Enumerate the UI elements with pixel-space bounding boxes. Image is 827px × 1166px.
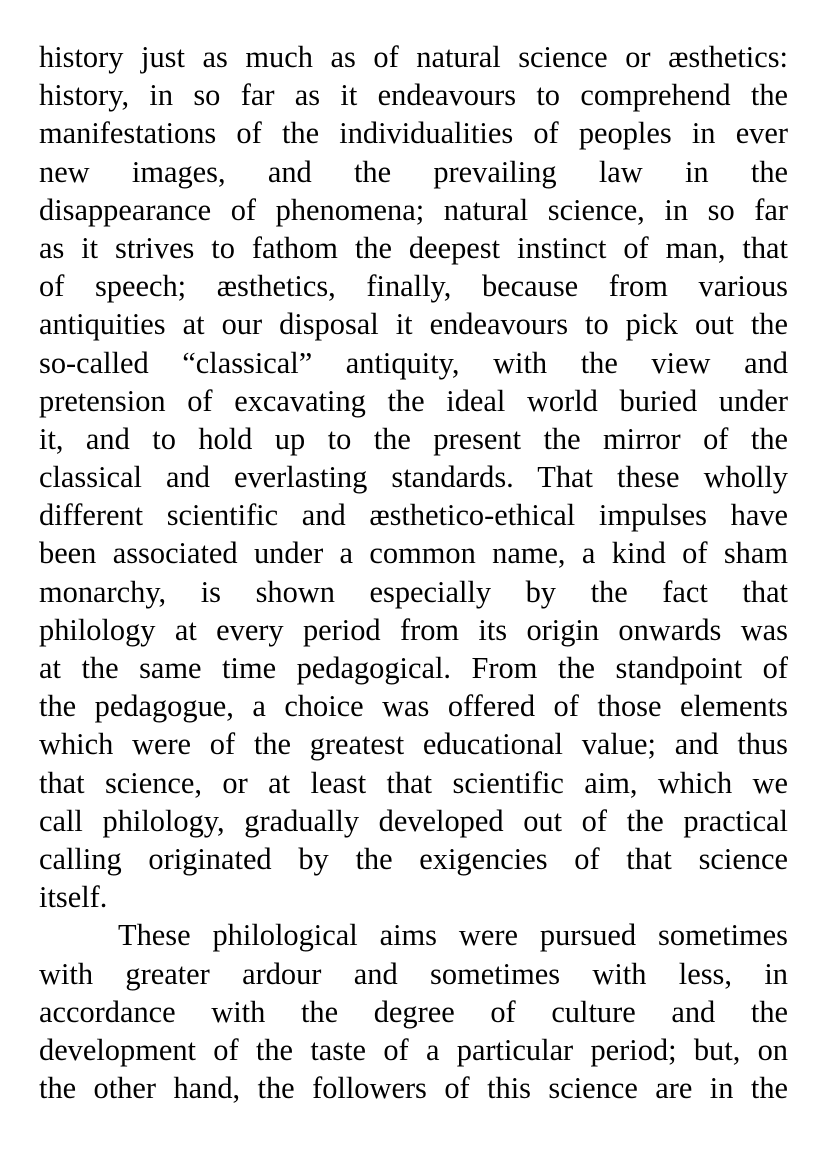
text-line: monarchy, is shown especially by the fact that [39,574,788,609]
text-line: manifestations of the individualities of peoples in ever [39,116,788,151]
text-line: at the same time pedagogical. From the standpoint of [39,651,788,685]
text-line: disappearance of phenomena; natural science, in so far [39,192,788,227]
text-line: with greater ardour and sometimes with less, in [39,956,788,991]
text-line: it, and to hold up to the present the mirror of the [39,421,788,456]
text-line: classical and everlasting standards. That these wholly [39,460,788,495]
text-line: calling originated by the exigencies of that science [39,841,788,876]
text-line: accordance with the degree of culture and the [39,994,788,1029]
text-line: history just as much as of natural science or æsthetics: [39,40,788,74]
text-line: that science, or at least that scientific aim, which we [39,765,788,800]
text-line: different scientific and æsthetico-ethical impulses have [39,498,788,533]
text-line: which were of the greatest educational value; and thus [39,727,788,762]
text-line: itself. [39,880,108,915]
text-line: development of the taste of a particular period; but, on [39,1032,788,1067]
text-line: the pedagogue, a choice was offered of those elements [39,689,788,724]
text-line: pretension of excavating the ideal world buried under [39,383,788,418]
paragraph-1 [39,38,788,916]
text-line: These philological aims were pursued sometimes [118,918,788,953]
text-line: been associated under a common name, a kind of sham [39,536,788,571]
text-line: history, in so far as it endeavours to comprehend the [39,78,788,113]
text-line: philology at every period from its origin onwards was [39,612,788,647]
text-line: antiquities at our disposal it endeavours to pick out the [39,307,788,342]
text-line: as it strives to fathom the deepest instinct of man, that [39,230,788,265]
text-line: call philology, gradually developed out of the practical [39,803,788,838]
text-line: new images, and the prevailing law in the [39,154,788,189]
text-line: so-called “classical” antiquity, with the view and [39,345,788,380]
text-line: the other hand, the followers of this science are in the [39,1071,788,1106]
paragraph-2 [39,916,788,1107]
text-line: of speech; æsthetics, finally, because from various [39,269,788,304]
page-body [39,38,788,1107]
